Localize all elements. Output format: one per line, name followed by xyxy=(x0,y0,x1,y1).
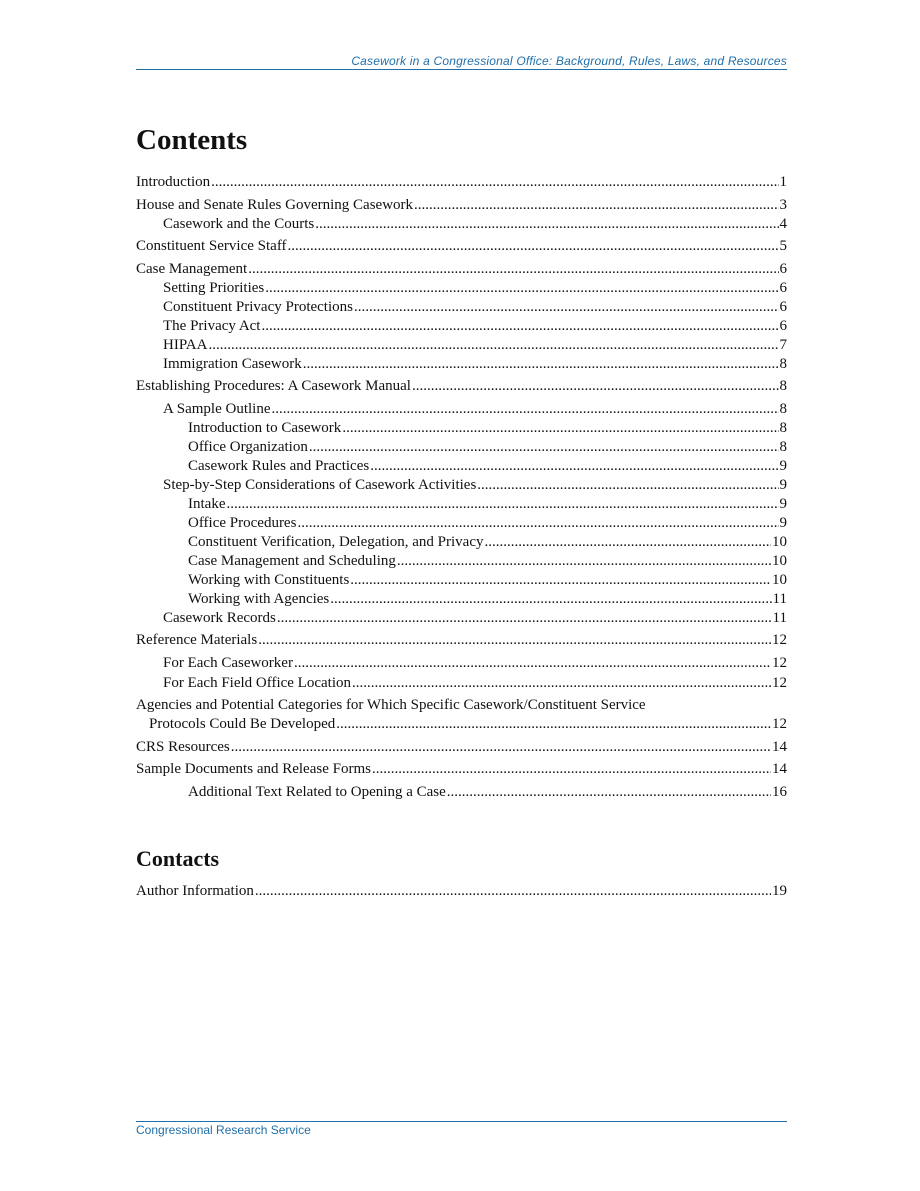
toc-entry[interactable] xyxy=(136,533,787,552)
toc-entry-page: 12 xyxy=(772,632,787,648)
toc-entry-label: For Each Caseworker xyxy=(163,654,293,671)
toc-entry[interactable] xyxy=(136,438,787,457)
toc-leader-dots xyxy=(208,336,778,355)
toc-entry[interactable] xyxy=(136,609,787,628)
toc-leader-dots xyxy=(352,674,771,693)
toc-entry-label: Agencies and Potential Categories for Which Specific Casework/Constituent Service xyxy=(136,697,646,713)
toc-entry[interactable] xyxy=(136,336,787,355)
toc-entry-label: HIPAA xyxy=(163,336,208,353)
toc-entry[interactable] xyxy=(136,215,787,234)
toc-leader-dots xyxy=(350,571,771,590)
toc-entry-label: Additional Text Related to Opening a Case xyxy=(188,783,446,800)
toc-entry-page: 9 xyxy=(779,495,787,512)
toc-entry-label: Working with Constituents xyxy=(188,571,350,588)
toc-leader-dots xyxy=(248,260,778,279)
toc-leader-dots xyxy=(297,514,778,533)
toc-entry-label: Introduction xyxy=(136,174,211,190)
toc-entry-label: Working with Agencies xyxy=(188,590,330,607)
toc-entry-label: Office Organization xyxy=(188,438,308,455)
toc-leader-dots xyxy=(330,590,771,609)
toc-entry-label: Introduction to Casework xyxy=(188,419,342,436)
toc-entry-label: Author Information xyxy=(136,883,254,899)
toc-entry-label: Office Procedures xyxy=(188,514,297,531)
toc-leader-dots xyxy=(277,609,772,628)
toc-entry-page: 6 xyxy=(779,298,787,315)
toc-leader-dots xyxy=(309,438,779,457)
toc-leader-dots xyxy=(255,882,771,901)
contacts-title: Contacts xyxy=(136,846,220,871)
table-of-contents xyxy=(136,173,787,802)
toc-entry-continued[interactable] xyxy=(136,715,787,734)
toc-entry[interactable] xyxy=(136,590,787,609)
toc-entry[interactable] xyxy=(136,631,787,650)
toc-entry-page: 1 xyxy=(779,174,787,190)
toc-entry-page: 12 xyxy=(772,654,787,671)
toc-entry[interactable] xyxy=(136,552,787,571)
toc-leader-dots xyxy=(226,495,778,514)
toc-entry[interactable] xyxy=(136,654,787,673)
toc-entry-label: Case Management xyxy=(136,260,248,277)
toc-entry-page: 11 xyxy=(772,609,787,626)
toc-entry[interactable] xyxy=(136,760,787,779)
toc-leader-dots xyxy=(477,476,778,495)
toc-entry-label: Intake xyxy=(188,495,226,512)
toc-leader-dots xyxy=(265,279,778,298)
toc-entry[interactable] xyxy=(136,298,787,317)
toc-entry-page: 8 xyxy=(779,355,787,372)
header-rule xyxy=(136,69,787,70)
toc-entry-page: 6 xyxy=(779,279,787,296)
toc-entry[interactable] xyxy=(136,355,787,374)
toc-leader-dots xyxy=(447,783,771,802)
toc-entry-label: Reference Materials xyxy=(136,632,258,648)
toc-entry-label: The Privacy Act xyxy=(163,317,261,334)
toc-entry[interactable] xyxy=(136,476,787,495)
toc-entry-label: Case Management and Scheduling xyxy=(188,552,396,569)
toc-entry-page: 9 xyxy=(779,514,787,531)
toc-entry-wrapped[interactable] xyxy=(136,696,787,715)
toc-entry-page: 6 xyxy=(779,260,787,277)
toc-leader-dots xyxy=(370,457,778,476)
running-header: Casework in a Congressional Office: Background, Rules, Laws, and Resources xyxy=(351,54,787,68)
toc-entry[interactable] xyxy=(136,495,787,514)
toc-leader-dots xyxy=(231,738,771,757)
toc-entry-page: 10 xyxy=(772,533,787,550)
running-footer: Congressional Research Service xyxy=(136,1123,311,1137)
toc-entry[interactable] xyxy=(136,783,787,802)
contacts-list xyxy=(136,882,787,901)
toc-entry-page: 10 xyxy=(772,552,787,569)
toc-leader-dots xyxy=(485,533,772,552)
toc-entry[interactable] xyxy=(136,196,787,215)
toc-entry[interactable] xyxy=(136,419,787,438)
toc-entry[interactable] xyxy=(136,317,787,336)
toc-entry-label-continued: Protocols Could Be Developed xyxy=(149,716,336,732)
toc-entry[interactable] xyxy=(136,571,787,590)
toc-leader-dots xyxy=(397,552,771,571)
toc-entry-label: Establishing Procedures: A Casework Manual xyxy=(136,378,411,394)
toc-entry-page: 14 xyxy=(772,738,787,755)
toc-entry-page: 11 xyxy=(772,590,787,607)
toc-entry[interactable] xyxy=(136,377,787,396)
toc-entry-page: 12 xyxy=(772,716,787,732)
contents-title: Contents xyxy=(136,124,248,156)
toc-entry-page: 8 xyxy=(779,378,787,394)
toc-entry-label: Casework Records xyxy=(163,609,276,626)
toc-entry-label: Sample Documents and Release Forms xyxy=(136,761,371,777)
toc-entry-label: For Each Field Office Location xyxy=(163,674,351,691)
toc-leader-dots xyxy=(272,400,779,419)
toc-entry-page: 8 xyxy=(779,400,787,417)
toc-leader-dots xyxy=(354,298,779,317)
toc-entry[interactable] xyxy=(136,260,787,279)
toc-leader-dots xyxy=(372,760,771,779)
toc-leader-dots xyxy=(412,377,779,396)
toc-entry[interactable] xyxy=(136,400,787,419)
toc-entry-page: 3 xyxy=(779,196,787,213)
toc-entry[interactable] xyxy=(136,279,787,298)
toc-entry-page: 19 xyxy=(772,883,787,899)
toc-entry-page: 4 xyxy=(779,215,787,232)
toc-leader-dots xyxy=(258,631,771,650)
toc-entry-page: 9 xyxy=(779,476,787,493)
toc-entry[interactable] xyxy=(136,514,787,533)
toc-entry-page: 12 xyxy=(772,674,787,691)
toc-entry-page: 7 xyxy=(779,336,787,353)
toc-leader-dots xyxy=(303,355,779,374)
toc-entry-label: Constituent Service Staff xyxy=(136,238,287,254)
toc-entry[interactable] xyxy=(136,882,787,901)
toc-entry-label: A Sample Outline xyxy=(163,400,271,417)
toc-entry-label: Constituent Verification, Delegation, and Privacy xyxy=(188,533,484,550)
toc-entry-page: 5 xyxy=(779,238,787,254)
toc-entry-label: House and Senate Rules Governing Casework xyxy=(136,196,414,213)
toc-leader-dots xyxy=(414,196,778,215)
footer-rule xyxy=(136,1121,787,1122)
toc-entry[interactable] xyxy=(136,738,787,757)
toc-entry-page: 14 xyxy=(772,761,787,777)
toc-entry[interactable] xyxy=(136,457,787,476)
toc-entry-label: Casework and the Courts xyxy=(163,215,315,232)
toc-entry-label: Setting Priorities xyxy=(163,279,265,296)
toc-entry-label: Step-by-Step Considerations of Casework Activities xyxy=(163,476,477,493)
toc-leader-dots xyxy=(336,715,771,734)
toc-entry[interactable] xyxy=(136,237,787,256)
toc-entry-label: Casework Rules and Practices xyxy=(188,457,370,474)
toc-entry-label: Constituent Privacy Protections xyxy=(163,298,353,315)
toc-leader-dots xyxy=(288,237,779,256)
toc-entry-label: Immigration Casework xyxy=(163,355,302,372)
toc-entry[interactable] xyxy=(136,674,787,693)
toc-entry-page: 16 xyxy=(772,783,787,800)
toc-leader-dots xyxy=(261,317,778,336)
toc-leader-dots xyxy=(294,654,771,673)
toc-entry-page: 9 xyxy=(779,457,787,474)
toc-entry-page: 8 xyxy=(779,438,787,455)
toc-leader-dots xyxy=(315,215,778,234)
toc-entry-page: 8 xyxy=(779,419,787,436)
toc-entry-page: 6 xyxy=(779,317,787,334)
toc-leader-dots xyxy=(342,419,778,438)
toc-entry-page: 10 xyxy=(772,571,787,588)
toc-entry-label: CRS Resources xyxy=(136,738,230,755)
toc-entry[interactable] xyxy=(136,173,787,192)
toc-leader-dots xyxy=(211,173,778,192)
